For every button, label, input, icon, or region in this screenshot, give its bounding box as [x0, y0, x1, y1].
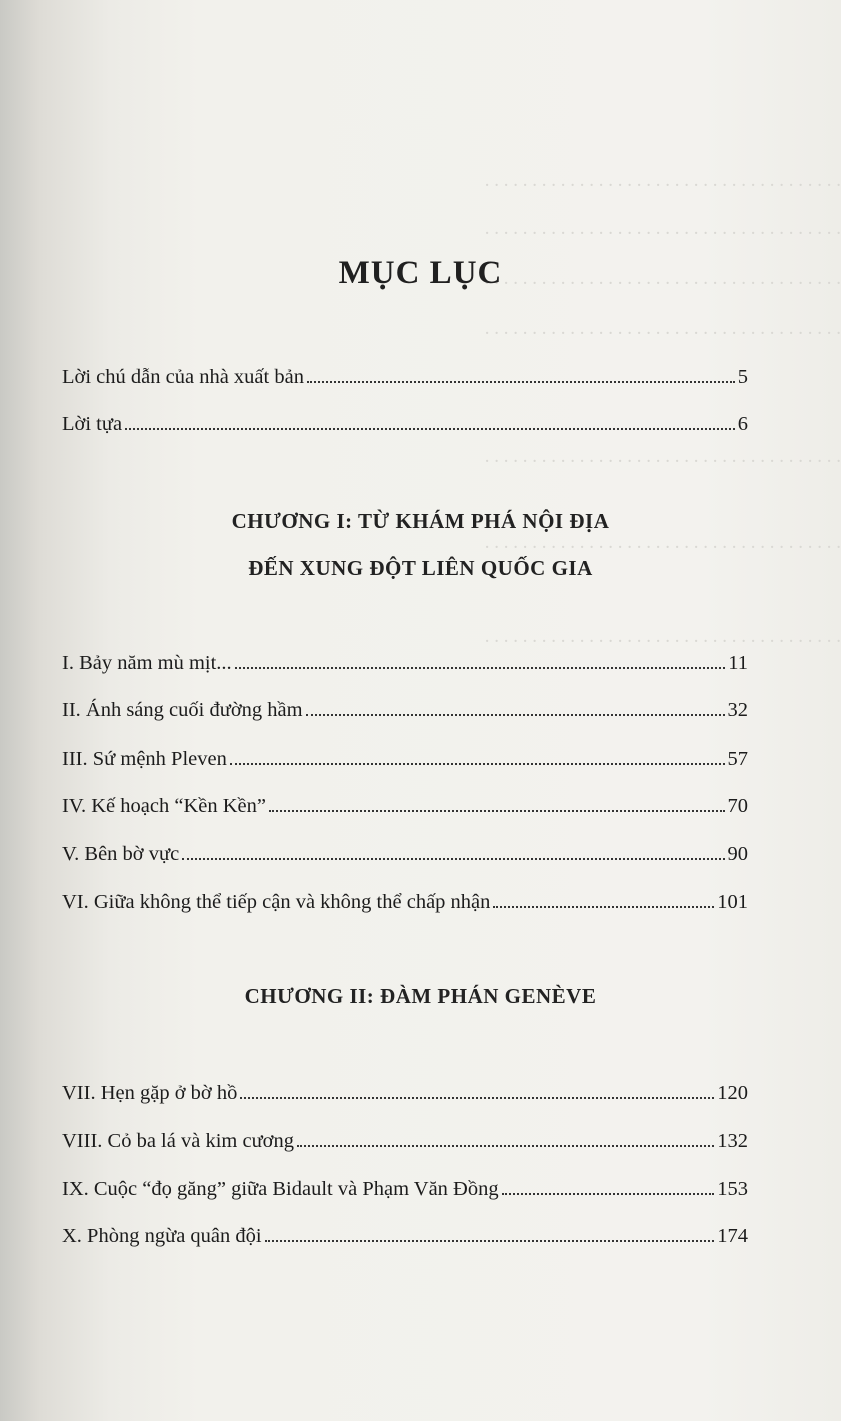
dot-leader [306, 714, 725, 716]
dot-leader [230, 763, 725, 765]
show-through-line: . . . . . . . . . . . . . . . . . . . . . . . . . . . . . . . . . . . . . . [484, 218, 841, 239]
toc-entry [62, 889, 748, 915]
toc-entry [62, 746, 748, 772]
dot-leader [240, 1097, 714, 1099]
toc-entry-page: 6 [737, 413, 748, 435]
toc-entry-page: 132 [717, 1130, 748, 1152]
dot-leader [307, 381, 735, 383]
toc-entry-page: 57 [727, 748, 748, 770]
chapter-heading: CHƯƠNG II: ĐÀM PHÁN GENÈVE [244, 984, 597, 1008]
dot-leader [502, 1193, 715, 1195]
dot-leader [265, 1240, 715, 1242]
show-through-line: . . . . . . . . . . . . . . . . . . . . . . . . . . . . . . . . . . . . . . [484, 268, 841, 289]
dot-leader [297, 1145, 714, 1147]
toc-entry-label: VIII. Cỏ ba lá và kim cương [62, 1130, 295, 1152]
toc-entry [62, 364, 748, 390]
toc-entry [62, 697, 748, 723]
toc-entry-page: 90 [727, 843, 748, 865]
show-through-line: . . . . . . . . . . . . . . . . . . . . . . . . . . . . . . . . . . . . . . [484, 626, 841, 647]
toc-entry [62, 411, 748, 437]
toc-entry-label: X. Phòng ngừa quân đội [62, 1225, 262, 1247]
toc-entry-page: 5 [737, 366, 748, 388]
toc-entry-page: 70 [727, 795, 748, 817]
toc-entry-label: IV. Kế hoạch “Kền Kền” [62, 795, 266, 817]
toc-entry-label: VI. Giữa không thể tiếp cận và không thể chấp nhận [62, 891, 491, 913]
toc-entry-page: 174 [717, 1225, 748, 1247]
show-through-line: . . . . . . . . . . . . . . . . . . . . . . . . . . . . . . . . . . . . . . [484, 170, 841, 191]
dot-leader [493, 906, 714, 908]
toc-entry [62, 841, 748, 867]
toc-entry-page: 120 [717, 1082, 748, 1104]
toc-entry-label: Lời chú dẫn của nhà xuất bản [62, 366, 304, 388]
chapter-heading: CHƯƠNG I: TỪ KHÁM PHÁ NỘI ĐỊA [231, 509, 610, 533]
dot-leader [182, 858, 724, 860]
toc-entry-label: II. Ánh sáng cuối đường hầm [62, 699, 303, 721]
toc-entry-page: 153 [717, 1178, 748, 1200]
toc-entry [62, 793, 748, 819]
toc-entry-label: IX. Cuộc “đọ găng” giữa Bidault và Phạm Văn Đồng [62, 1178, 499, 1200]
show-through-line: . . . . . . . . . . . . . . . . . . . . . . . . . . . . . . . . . . . . . . [484, 446, 841, 467]
toc-entry [62, 650, 748, 676]
toc-entry-label: Lời tựa [62, 413, 123, 435]
dot-leader [235, 667, 726, 669]
chapter-heading: ĐẾN XUNG ĐỘT LIÊN QUỐC GIA [248, 556, 593, 580]
dot-leader [269, 810, 725, 812]
toc-entry [62, 1128, 748, 1154]
page-title: MỤC LỤC [338, 255, 503, 291]
toc-entry-page: 32 [727, 699, 748, 721]
show-through-line: . . . . . . . . . . . . . . . . . . . . . . . . . . . . . . . . . . . . . . [484, 318, 841, 339]
dot-leader [125, 428, 735, 430]
toc-entry-label: III. Sứ mệnh Pleven [62, 748, 227, 770]
toc-entry-label: I. Bảy năm mù mịt... [62, 652, 232, 674]
toc-entry-label: VII. Hẹn gặp ở bờ hồ [62, 1082, 238, 1104]
toc-entry [62, 1223, 748, 1249]
toc-entry-page: 101 [717, 891, 748, 913]
toc-entry [62, 1080, 748, 1106]
show-through-line: . . . . . . . . . . . . . . . . . . . . . . . . . . . . . . . . . . . . . . [484, 532, 841, 553]
toc-entry [62, 1176, 748, 1202]
toc-entry-label: V. Bên bờ vực [62, 843, 180, 865]
toc-entry-page: 11 [728, 652, 748, 674]
